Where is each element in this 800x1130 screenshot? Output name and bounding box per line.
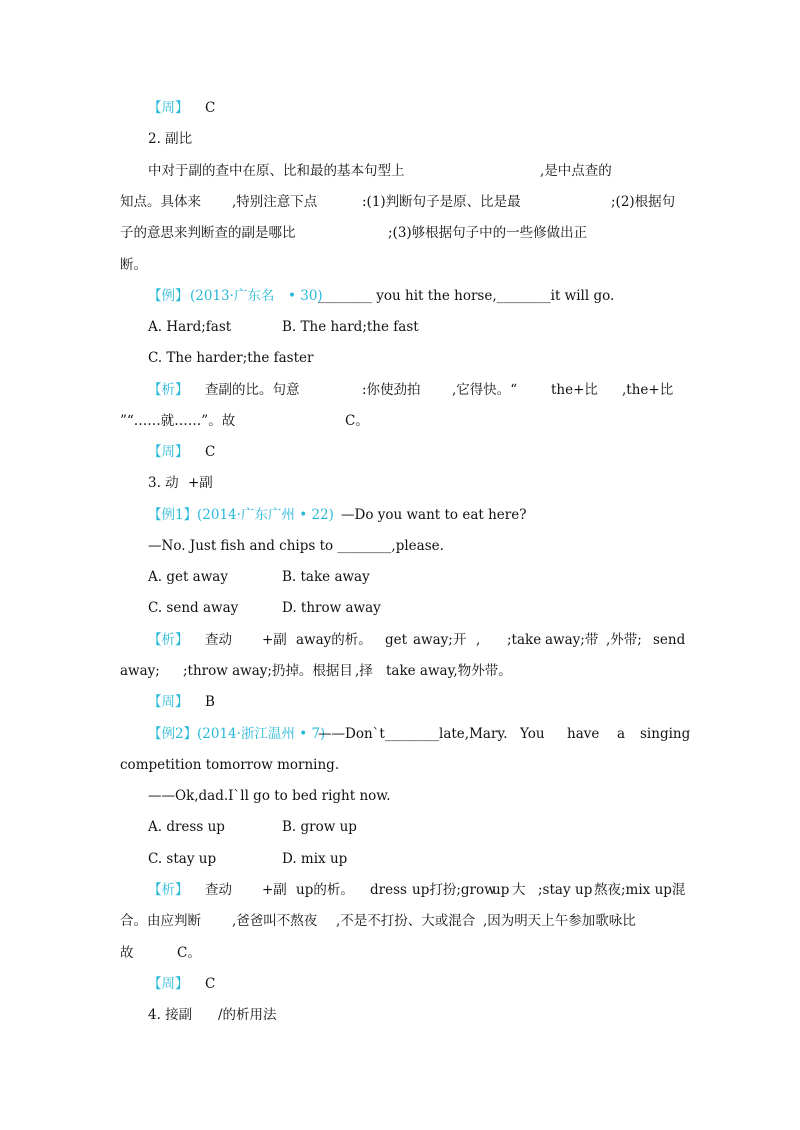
text-segment: ,是中点查的 (540, 163, 612, 179)
text-segment: B. The hard;the fast (282, 319, 419, 335)
text-segment: away;带 (545, 632, 599, 648)
text-line (0, 722, 800, 746)
text-segment: A. dress up (148, 819, 225, 835)
text-line (0, 565, 800, 589)
section-label: 【析】 (148, 382, 189, 398)
text-segment: ,择 (355, 663, 373, 679)
text-segment: send (653, 632, 686, 648)
section-label: 【析】 (148, 882, 189, 898)
source-reference: • 30) (288, 288, 323, 304)
section-label: 【周】 (148, 100, 189, 116)
section-label: 【例】 (148, 288, 189, 304)
text-segment: C (205, 100, 216, 116)
text-segment: C。 (345, 413, 369, 429)
text-segment: ________ you hit the horse,________it will go. (318, 288, 615, 304)
text-line (0, 409, 800, 433)
text-segment: ________late,Mary. (385, 726, 508, 742)
text-line (0, 878, 800, 902)
text-segment: up打扮;grow (412, 882, 496, 898)
text-segment: ,爸爸叫不熬夜 (232, 913, 318, 929)
text-segment: D. mix up (282, 851, 348, 867)
text-segment: ,它得快。“ (452, 382, 518, 398)
text-segment: take away,物外带。 (386, 663, 512, 679)
text-segment: /的析用法 (218, 1007, 277, 1023)
text-line (0, 190, 800, 214)
text-segment: 2. 副比 (148, 131, 193, 147)
text-line (0, 503, 800, 527)
text-segment: —Do you want to eat here? (341, 507, 527, 523)
text-segment: D. throw away (282, 600, 381, 616)
text-line (0, 690, 800, 714)
section-label: 【周】 (148, 444, 189, 460)
text-segment: ,外带; (606, 632, 642, 648)
text-segment: up (492, 882, 510, 898)
text-line (0, 127, 800, 151)
text-segment: ——Don`t (318, 726, 385, 742)
text-segment: 4. 接副 (148, 1007, 193, 1023)
text-line (0, 253, 800, 277)
source-reference: (2014·广东广州 • 22) (197, 507, 334, 523)
text-segment: ;throw away;扔掉。根据目 (183, 663, 353, 679)
text-line (0, 815, 800, 839)
text-segment: get (385, 632, 408, 648)
text-segment: :(1)判断句子是原、比是最 (362, 194, 521, 210)
text-line (0, 96, 800, 120)
text-segment: C. stay up (148, 851, 217, 867)
text-segment: have (567, 726, 600, 742)
text-segment: :你使劲拍 (362, 382, 421, 398)
text-segment: +副 (262, 882, 287, 898)
text-segment: up的析。 (296, 882, 354, 898)
text-segment: +副 (262, 632, 287, 648)
text-segment: away;开 (413, 632, 467, 648)
text-line (0, 346, 800, 370)
section-label: 【周】 (148, 694, 189, 710)
text-segment: 查动 (205, 632, 232, 648)
text-segment: up (575, 882, 593, 898)
text-segment: ,不是不打扮、大或混合 (336, 913, 476, 929)
text-segment: 合。由应判断 (120, 913, 201, 929)
text-segment: 断。 (120, 257, 147, 273)
text-segment: , (476, 632, 481, 648)
text-segment: 中对于副的查中在原、比和最的基本句型上 (148, 163, 405, 179)
text-segment: 查动 (205, 882, 232, 898)
text-segment: C. send away (148, 600, 239, 616)
text-line (0, 221, 800, 245)
text-line (0, 378, 800, 402)
text-segment: a (617, 726, 626, 742)
text-line (0, 909, 800, 933)
text-segment: B (205, 694, 215, 710)
source-reference: (2014·浙江温州 • 7) (197, 726, 326, 742)
text-line (0, 440, 800, 464)
text-segment: 故 (120, 945, 134, 961)
section-label: 【例1】 (148, 507, 198, 523)
text-line (0, 1003, 800, 1027)
text-segment: ,特别注意下点 (232, 194, 318, 210)
text-segment: 查副的比。句意 (205, 382, 300, 398)
text-segment: ,the+比 (622, 382, 674, 398)
text-segment: C。 (177, 945, 201, 961)
text-segment: C (205, 976, 216, 992)
text-segment: 大 (512, 882, 526, 898)
text-segment: A. get away (148, 569, 228, 585)
text-segment: C. The harder;the faster (148, 350, 314, 366)
text-line (0, 941, 800, 965)
text-segment: ;stay (538, 882, 571, 898)
text-segment: —No. Just fish and chips to ________,please. (148, 538, 444, 554)
text-segment: the+比 (551, 382, 598, 398)
text-line (0, 284, 800, 308)
text-line (0, 847, 800, 871)
section-label: 【例2】 (148, 726, 198, 742)
text-segment: away的析。 (296, 632, 372, 648)
text-segment: C (205, 444, 216, 460)
text-segment: You (520, 726, 545, 742)
text-segment: ”“……就……”。故 (120, 413, 236, 429)
text-line (0, 159, 800, 183)
text-segment: +副 (188, 475, 213, 491)
text-line (0, 784, 800, 808)
text-segment: away; (120, 663, 160, 679)
text-segment: B. take away (282, 569, 370, 585)
text-segment: ——Ok,dad.I`ll go to bed right now. (148, 788, 391, 804)
text-segment: ,因为明天上午参加歌咏比 (483, 913, 636, 929)
text-segment: 子的意思来判断查的副是哪比 (120, 225, 296, 241)
text-segment: ;(3)够根据句子中的一些修做出正 (388, 225, 588, 241)
text-segment: ;(2)根据句 (611, 194, 676, 210)
text-line (0, 596, 800, 620)
source-reference: (2013·广东名 (190, 288, 275, 304)
section-label: 【析】 (148, 632, 189, 648)
text-line (0, 315, 800, 339)
section-label: 【周】 (148, 976, 189, 992)
text-line (0, 471, 800, 495)
text-line (0, 753, 800, 777)
text-segment: B. grow up (282, 819, 357, 835)
text-segment: 熬夜;mix up混 (594, 882, 686, 898)
text-segment: competition tomorrow morning. (120, 757, 340, 773)
text-segment: A. Hard;fast (148, 319, 232, 335)
text-segment: 知点。具体来 (120, 194, 201, 210)
text-segment: 3. 动 (148, 475, 179, 491)
text-line (0, 534, 800, 558)
text-line (0, 659, 800, 683)
text-segment: dress (370, 882, 407, 898)
text-line (0, 972, 800, 996)
text-line (0, 628, 800, 652)
text-segment: ;take (507, 632, 542, 648)
text-segment: singing (640, 726, 691, 742)
